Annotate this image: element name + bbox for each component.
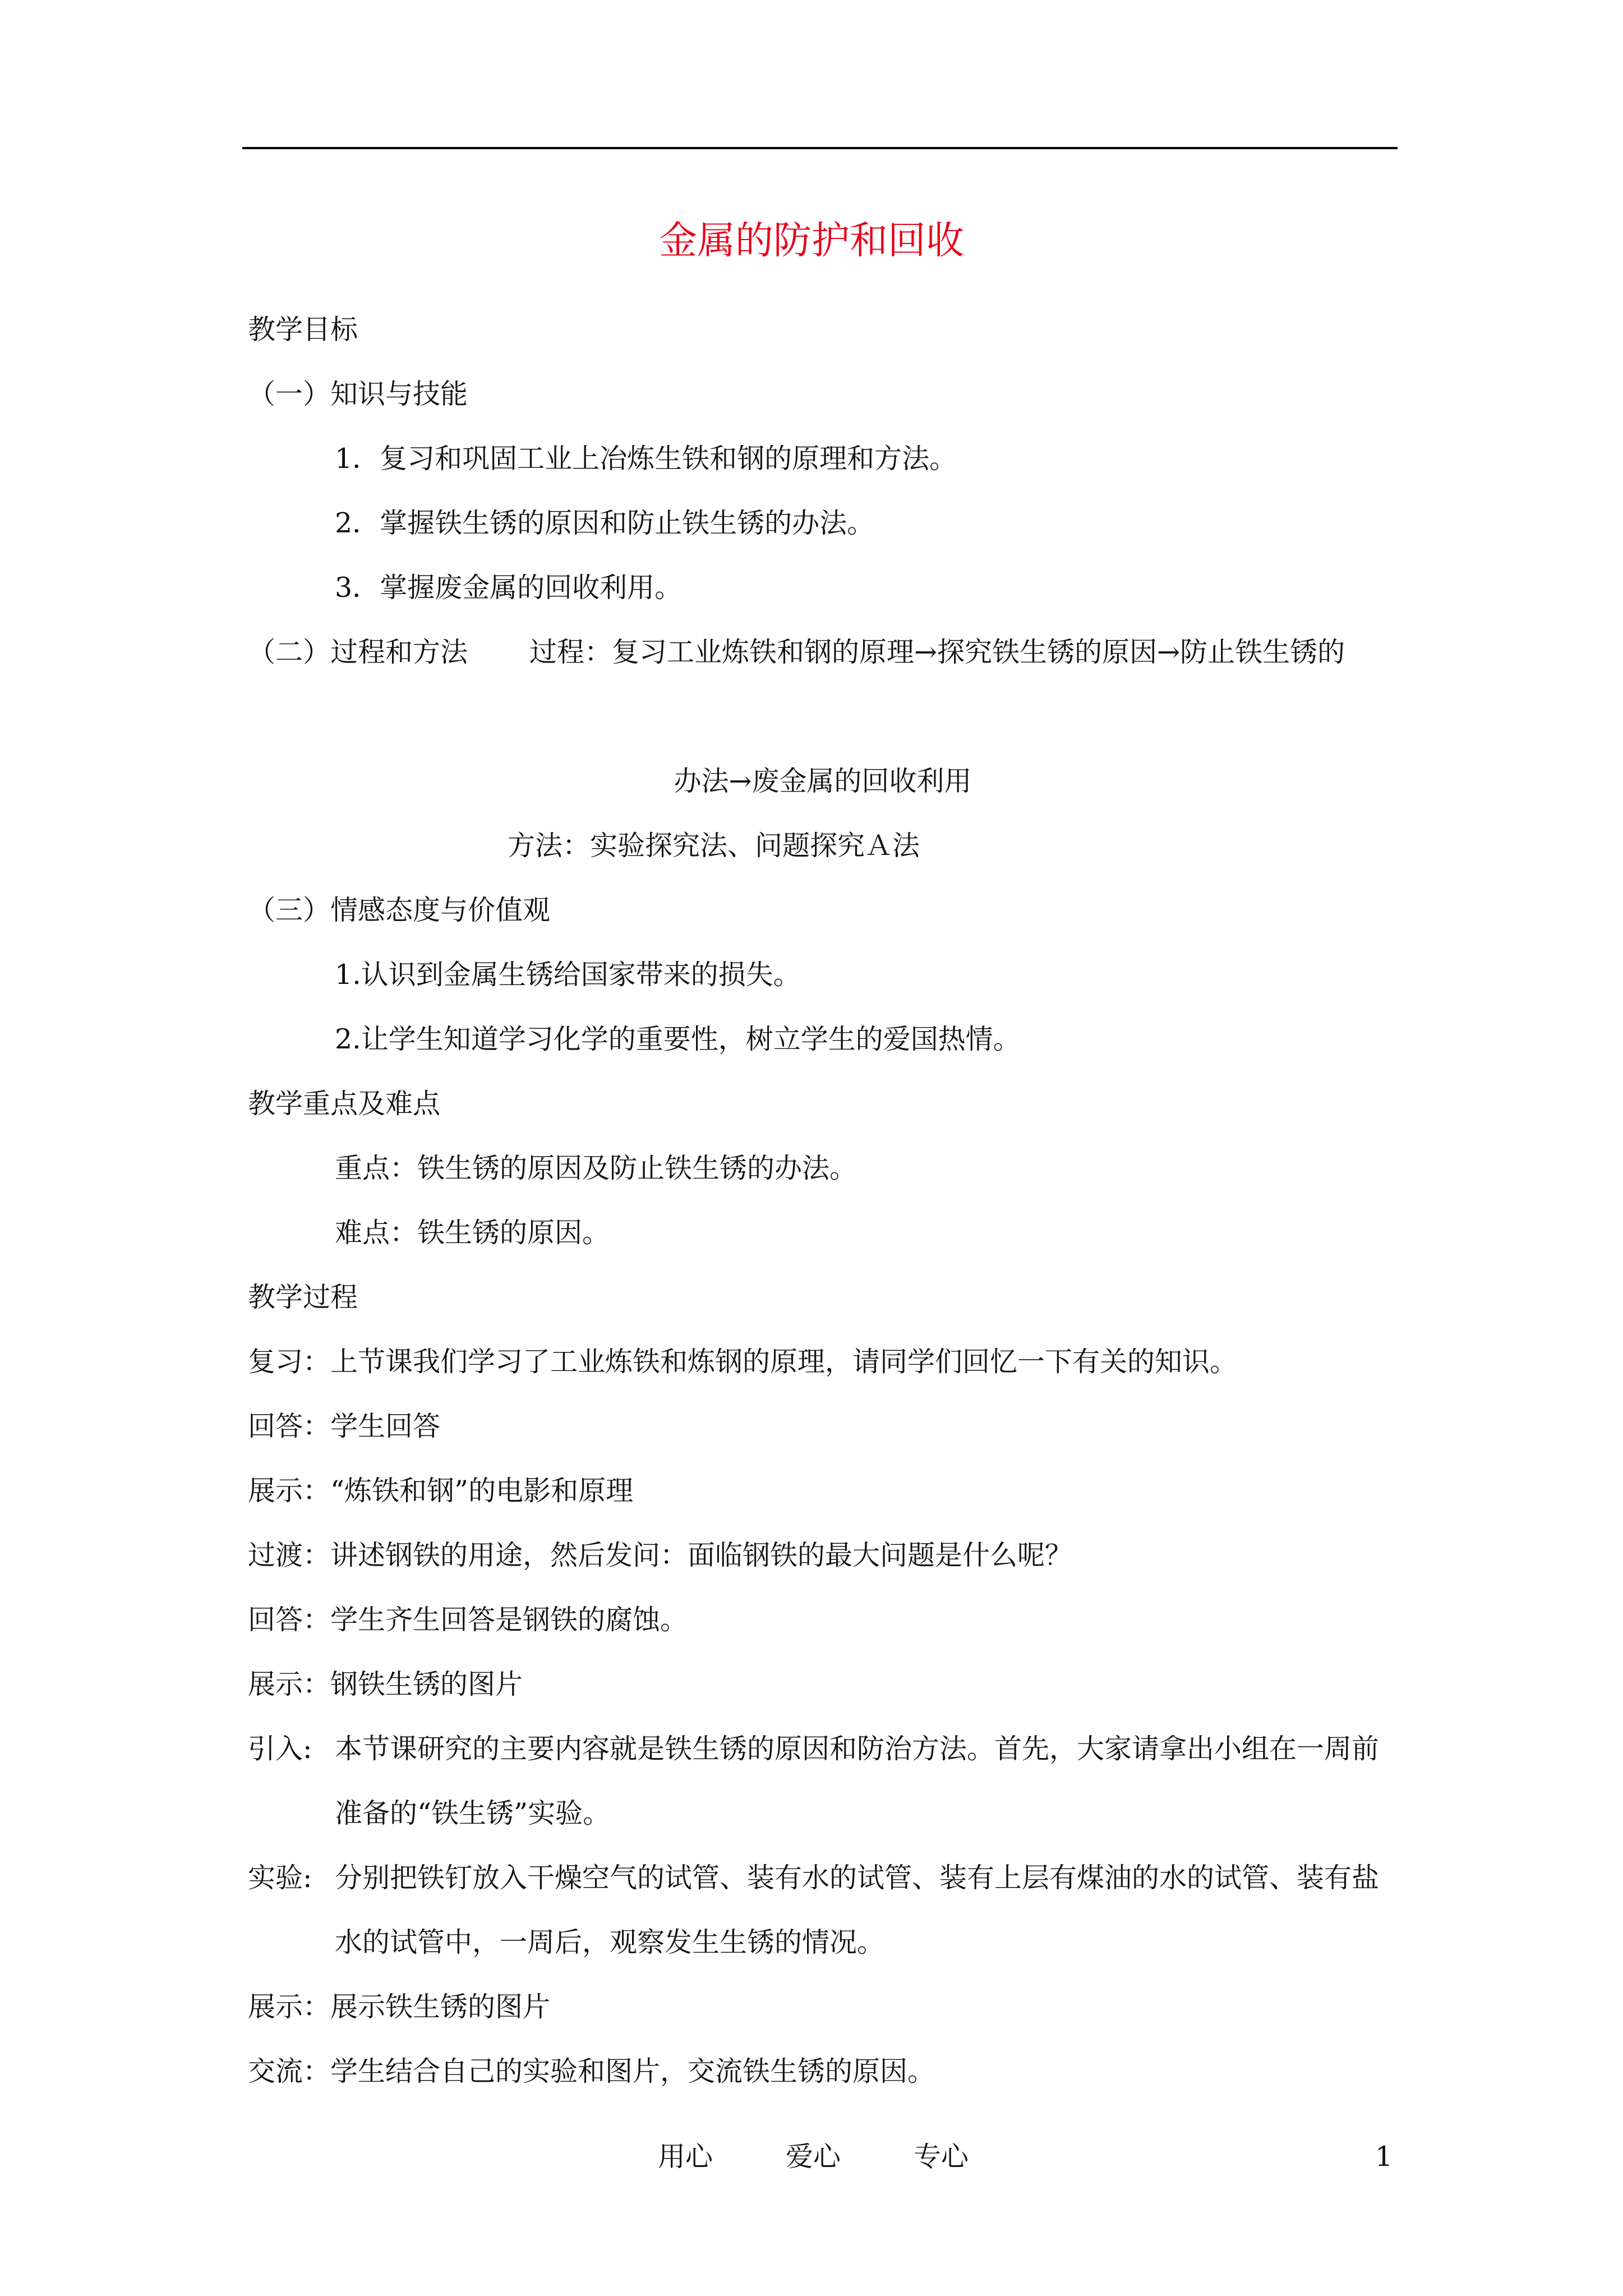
section-2-process: 过程：复习工业炼铁和钢的原理→探究铁生锈的原因→防止铁生锈的 [529, 636, 1345, 668]
show-line-1: 展示：“炼铁和钢”的电影和原理 [248, 1475, 634, 1507]
experiment-paragraph [248, 1846, 1398, 1975]
section-1-item-2: 2．掌握铁生锈的原因和防止铁生锈的办法。 [335, 507, 875, 539]
section-1-item-3: 3．掌握废金属的回收利用。 [335, 572, 683, 604]
section-3-item-2: 2.让学生知道学习化学的重要性，树立学生的爱国热情。 [335, 1023, 1021, 1055]
document-title: 金属的防护和回收 [658, 219, 964, 263]
answer-line-1: 回答：学生回答 [248, 1410, 441, 1442]
exchange-line: 交流：学生结合自己的实验和图片，交流铁生锈的原因。 [248, 2055, 935, 2087]
header-rule [242, 147, 1398, 149]
section-3-heading: （三）情感态度与价值观 [248, 894, 551, 926]
footer-item: 专心 [914, 2141, 969, 2173]
experiment-text: 分别把铁钉放入干燥空气的试管、装有水的试管、装有上层有煤油的水的试管、装有盐水的试管中，一周后，观察发生生锈的情况。 [335, 1862, 1380, 1958]
key-points-heading: 教学重点及难点 [248, 1088, 441, 1120]
show-line-3: 展示：展示铁生锈的图片 [248, 1991, 551, 2023]
section-3-item-1: 1.认识到金属生锈给国家带来的损失。 [335, 959, 801, 991]
intro-paragraph [248, 1717, 1398, 1846]
section-2-heading: （二）过程和方法 [248, 636, 468, 668]
show-line-2: 展示：钢铁生锈的图片 [248, 1668, 523, 1700]
difficult-point: 难点：铁生锈的原因。 [335, 1217, 610, 1249]
footer-item: 用心 [658, 2141, 713, 2173]
answer-line-2: 回答：学生齐生回答是钢铁的腐蚀。 [248, 1604, 688, 1636]
experiment-label: 实验: [248, 1862, 312, 1894]
document-body [248, 297, 1398, 2104]
footer-item: 爱心 [786, 2141, 841, 2173]
goals-heading: 教学目标 [248, 314, 358, 346]
section-2-process-continued: 办法→废金属的回收利用 [674, 765, 972, 797]
page-number: 1 [1375, 2141, 1393, 2173]
review-line: 复习：上节课我们学习了工业炼铁和炼钢的原理，请同学们回忆一下有关的知识。 [248, 1346, 1238, 1378]
intro-label: 引入: [248, 1733, 312, 1765]
process-heading: 教学过程 [248, 1281, 358, 1313]
transition-line: 过渡：讲述钢铁的用途，然后发问：面临钢铁的最大问题是什么呢？ [248, 1539, 1073, 1571]
footer-motto [658, 2140, 1041, 2174]
section-1-heading: （一）知识与技能 [248, 378, 468, 410]
key-point: 重点：铁生锈的原因及防止铁生锈的办法。 [335, 1152, 857, 1184]
spacer [248, 684, 1398, 749]
section-1-item-1: 1．复习和巩固工业上冶炼生铁和钢的原理和方法。 [335, 443, 957, 475]
section-2-method: 方法：实验探究法、问题探究Ａ法 [508, 830, 920, 862]
section-2-line [248, 620, 1398, 684]
intro-text: 本节课研究的主要内容就是铁生锈的原因和防治方法。首先，大家请拿出小组在一周前准备的“铁生锈”实验。 [335, 1733, 1380, 1829]
